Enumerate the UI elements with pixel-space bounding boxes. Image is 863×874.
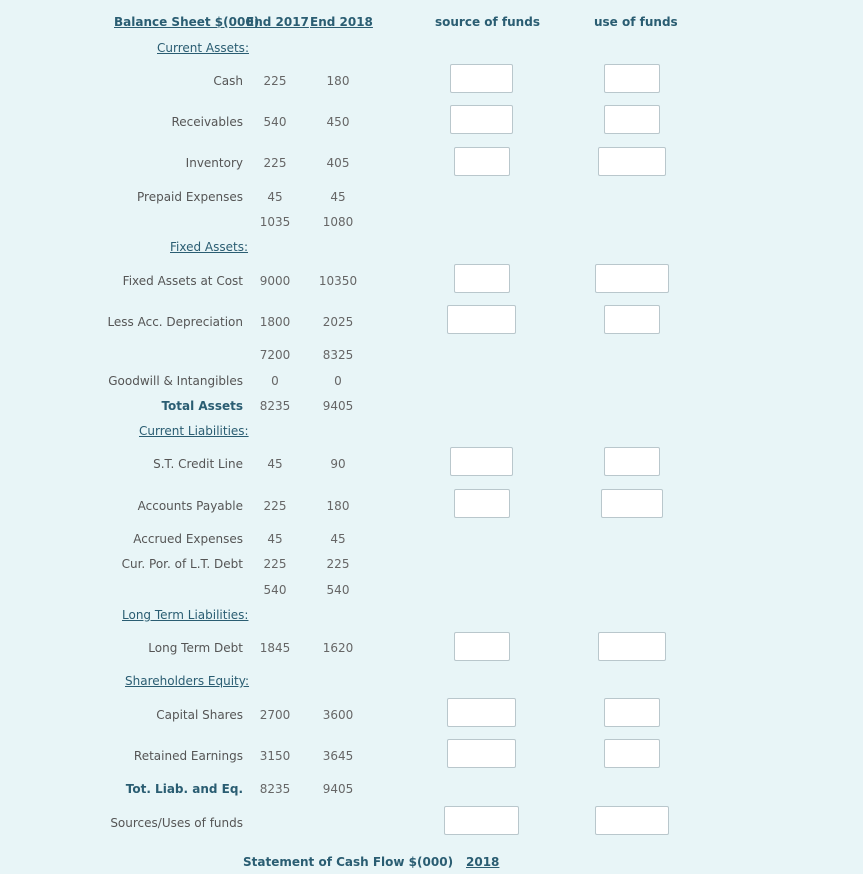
retained-2018: 3645 <box>322 749 354 763</box>
cash-flow-year: 2018 <box>466 855 500 869</box>
row-label-accounts-payable: Accounts Payable <box>137 499 243 513</box>
section-current-liabilities: Current Liabilities: <box>139 424 249 438</box>
cash-2018: 180 <box>326 74 350 88</box>
goodwill-2018: 0 <box>334 374 342 388</box>
accrued-2017: 45 <box>267 532 283 546</box>
prepaid-2017: 45 <box>267 190 283 204</box>
tot-liab-eq-2017: 8235 <box>259 782 291 796</box>
accounts-payable-use-input[interactable] <box>601 489 663 518</box>
capital-shares-2017: 2700 <box>259 708 291 722</box>
capital-shares-source-input[interactable] <box>447 698 516 727</box>
net-fixed-2017: 7200 <box>259 348 291 362</box>
receivables-2017: 540 <box>263 115 287 129</box>
column-header-use: use of funds <box>594 15 678 29</box>
current-assets-total-2018: 1080 <box>322 215 354 229</box>
receivables-use-input[interactable] <box>604 105 660 134</box>
row-label-lt-debt: Long Term Debt <box>148 641 243 655</box>
depreciation-2017: 1800 <box>259 315 291 329</box>
accounts-payable-source-input[interactable] <box>454 489 510 518</box>
tot-liab-eq-2018: 9405 <box>322 782 354 796</box>
row-label-tot-liab-eq: Tot. Liab. and Eq. <box>125 782 243 796</box>
lt-debt-source-input[interactable] <box>454 632 510 661</box>
current-liab-total-2018: 540 <box>326 583 350 597</box>
receivables-source-input[interactable] <box>450 105 513 134</box>
inventory-source-input[interactable] <box>454 147 510 176</box>
column-header-source: source of funds <box>435 15 540 29</box>
row-label-receivables: Receivables <box>171 115 243 129</box>
row-label-cur-por: Cur. Por. of L.T. Debt <box>121 557 243 571</box>
cash-use-input[interactable] <box>604 64 660 93</box>
lt-debt-2017: 1845 <box>259 641 291 655</box>
cur-por-2017: 225 <box>263 557 287 571</box>
row-label-retained: Retained Earnings <box>133 749 243 763</box>
row-label-total-assets: Total Assets <box>161 399 243 413</box>
row-label-depreciation: Less Acc. Depreciation <box>107 315 243 329</box>
accounts-payable-2017: 225 <box>263 499 287 513</box>
row-label-accrued: Accrued Expenses <box>133 532 243 546</box>
inventory-use-input[interactable] <box>598 147 666 176</box>
cur-por-2018: 225 <box>326 557 350 571</box>
capital-shares-use-input[interactable] <box>604 698 660 727</box>
balance-sheet-title: Balance Sheet $(000) <box>114 15 260 29</box>
retained-use-input[interactable] <box>604 739 660 768</box>
inventory-2017: 225 <box>263 156 287 170</box>
inventory-2018: 405 <box>326 156 350 170</box>
cash-flow-title: Statement of Cash Flow $(000) <box>243 855 454 869</box>
row-label-cash: Cash <box>213 74 243 88</box>
fixed-cost-source-input[interactable] <box>454 264 510 293</box>
section-shareholders-equity: Shareholders Equity: <box>125 674 250 688</box>
net-fixed-2018: 8325 <box>322 348 354 362</box>
cash-2017: 225 <box>263 74 287 88</box>
st-credit-2017: 45 <box>267 457 283 471</box>
accrued-2018: 45 <box>330 532 346 546</box>
receivables-2018: 450 <box>326 115 350 129</box>
capital-shares-2018: 3600 <box>322 708 354 722</box>
column-header-2017: End 2017 <box>246 15 309 29</box>
st-credit-use-input[interactable] <box>604 447 660 476</box>
retained-source-input[interactable] <box>447 739 516 768</box>
fixed-cost-2017: 9000 <box>259 274 291 288</box>
total-assets-2017: 8235 <box>259 399 291 413</box>
prepaid-2018: 45 <box>330 190 346 204</box>
retained-2017: 3150 <box>259 749 291 763</box>
depreciation-use-input[interactable] <box>604 305 660 334</box>
current-assets-total-2017: 1035 <box>259 215 291 229</box>
lt-debt-2018: 1620 <box>322 641 354 655</box>
cash-source-input[interactable] <box>450 64 513 93</box>
section-fixed-assets: Fixed Assets: <box>170 240 249 254</box>
row-label-prepaid: Prepaid Expenses <box>137 190 243 204</box>
row-label-fixed-cost: Fixed Assets at Cost <box>122 274 243 288</box>
column-header-2018: End 2018 <box>310 15 373 29</box>
goodwill-2017: 0 <box>271 374 279 388</box>
row-label-sources-uses: Sources/Uses of funds <box>110 816 243 830</box>
current-liab-total-2017: 540 <box>263 583 287 597</box>
row-label-capital-shares: Capital Shares <box>156 708 243 722</box>
accounts-payable-2018: 180 <box>326 499 350 513</box>
st-credit-source-input[interactable] <box>450 447 513 476</box>
st-credit-2018: 90 <box>330 457 346 471</box>
fixed-cost-2018: 10350 <box>318 274 358 288</box>
depreciation-2018: 2025 <box>322 315 354 329</box>
lt-debt-use-input[interactable] <box>598 632 666 661</box>
fixed-cost-use-input[interactable] <box>595 264 669 293</box>
uses-total-input[interactable] <box>595 806 669 835</box>
section-long-term-liabilities: Long Term Liabilities: <box>122 608 249 622</box>
total-assets-2018: 9405 <box>322 399 354 413</box>
row-label-goodwill: Goodwill & Intangibles <box>108 374 243 388</box>
row-label-inventory: Inventory <box>185 156 243 170</box>
depreciation-source-input[interactable] <box>447 305 516 334</box>
sources-total-input[interactable] <box>444 806 519 835</box>
section-current-assets: Current Assets: <box>157 41 249 55</box>
row-label-st-credit: S.T. Credit Line <box>153 457 243 471</box>
